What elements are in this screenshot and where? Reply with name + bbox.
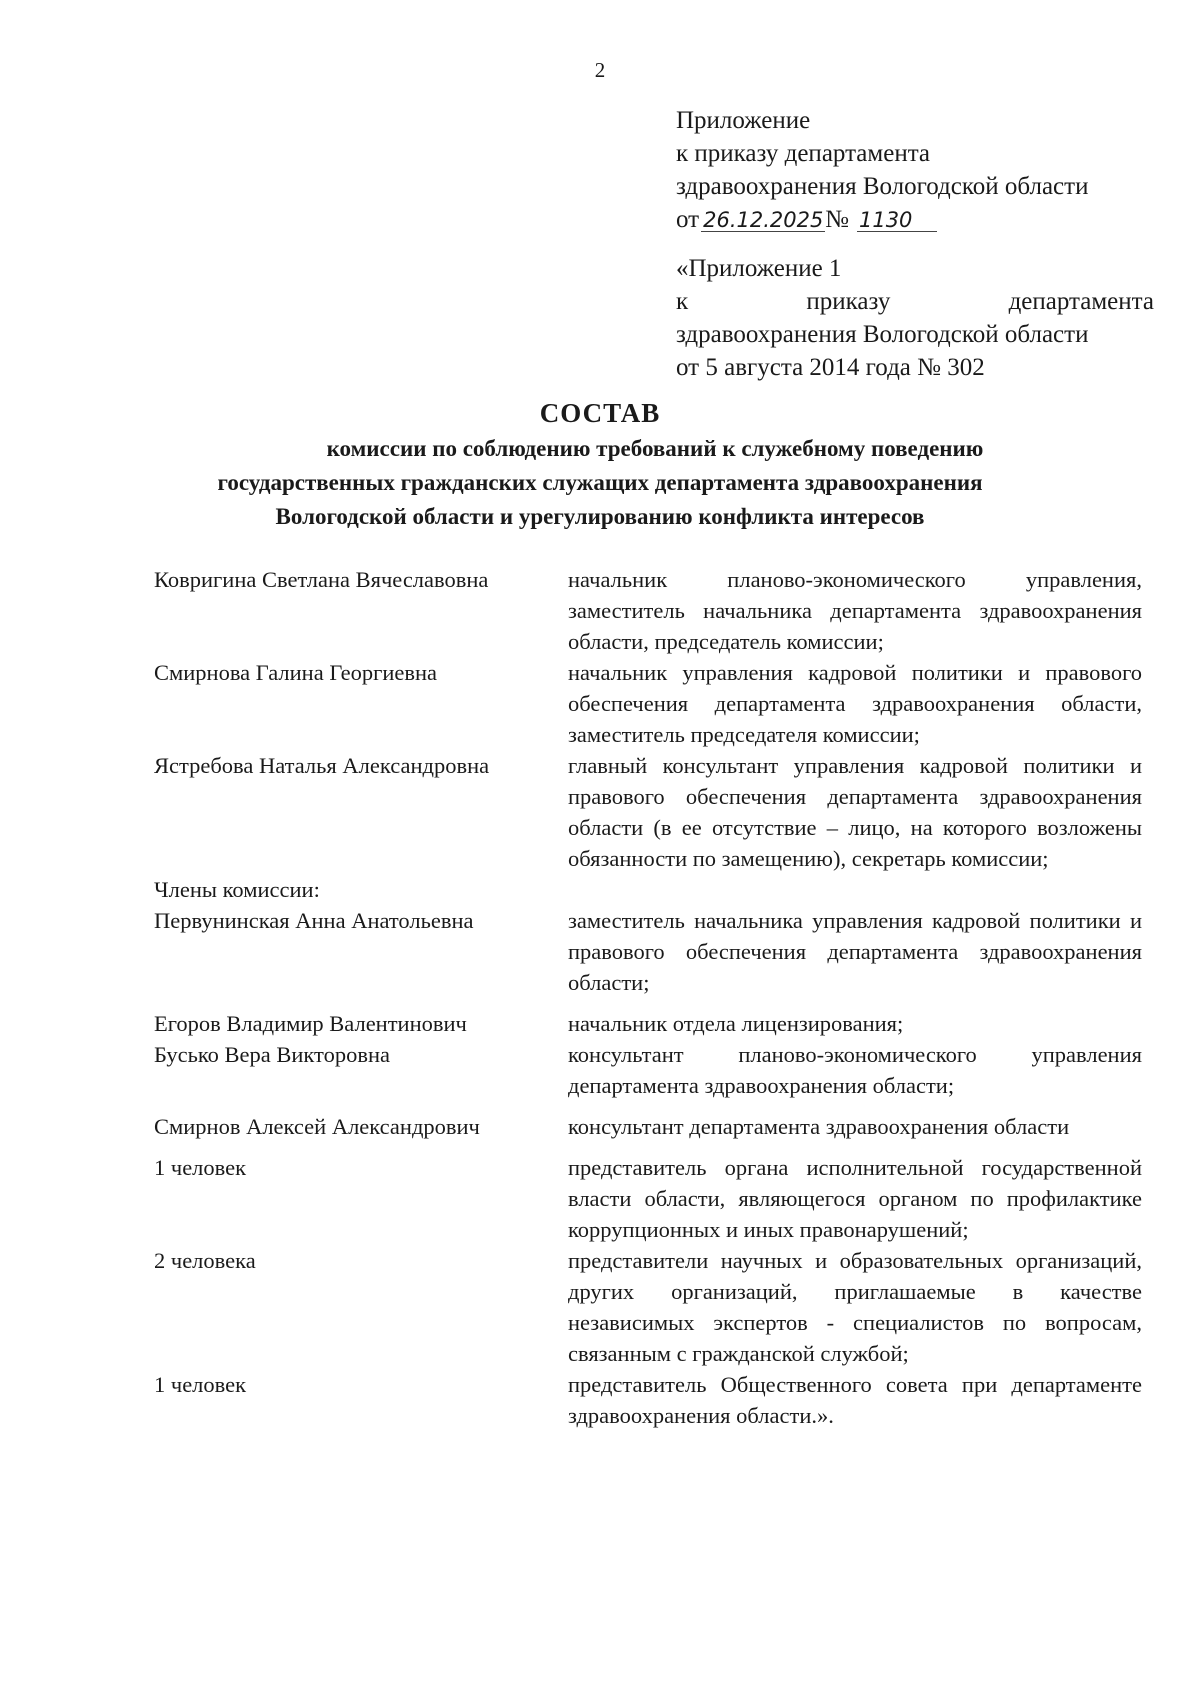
member-name: 1 человек — [154, 1155, 247, 1180]
member-row — [154, 1152, 1154, 1245]
members-label: Члены комиссии: — [154, 877, 320, 902]
prior-appendix-line: от 5 августа 2014 года № 302 — [676, 354, 985, 381]
prior-appendix-line — [676, 285, 1154, 318]
member-name: Бусько Вера Викторовна — [154, 1042, 390, 1067]
member-role: начальник планово-экономического управления, заместитель начальника департамента здравоохранения области, председатель комиссии; — [568, 567, 1142, 654]
member-row — [154, 657, 1154, 750]
appendix-line: к приказу департамента — [676, 140, 931, 167]
word: департамента — [1008, 288, 1154, 315]
member-role: консультант департамента здравоохранения области — [568, 1114, 1070, 1139]
appendix-header — [676, 104, 1154, 236]
member-row — [154, 564, 1154, 657]
commission-list — [154, 564, 1154, 1431]
member-row — [154, 905, 1154, 998]
page-number: 2 — [594, 58, 606, 82]
member-role: начальник управления кадровой политики и правового обеспечения департамента здравоохранения области, заместитель председателя комиссии; — [568, 660, 1142, 747]
member-row — [154, 1039, 1154, 1101]
number-prefix: № — [825, 206, 849, 233]
member-row — [154, 1111, 1154, 1142]
date-prefix: от — [676, 206, 700, 233]
member-role: начальник отдела лицензирования; — [568, 1011, 904, 1036]
word: к — [676, 288, 689, 315]
handwritten-number: 1130 — [857, 209, 937, 232]
member-role: заместитель начальника управления кадровой политики и правового обеспечения департамента здравоохранения области; — [568, 908, 1142, 995]
document-subtitle-line: комиссии по соблюдению требований к служебному поведению — [326, 436, 984, 461]
member-row — [154, 1369, 1154, 1431]
member-role: главный консультант управления кадровой политики и правового обеспечения департамента здравоохранения области (в ее отсутствие – лицо, на которого возложены обязанности по замещению), секретарь комиссии; — [568, 753, 1142, 871]
member-role: представитель органа исполнительной государственной власти области, являющегося органом по профилактике коррупционных и иных правонарушений; — [568, 1155, 1142, 1242]
document-subtitle-line: Вологодской области и урегулированию конфликта интересов — [275, 504, 925, 529]
member-name: Смирнова Галина Георгиевна — [154, 660, 438, 685]
member-name: Первунинская Анна Анатольевна — [154, 908, 474, 933]
appendix-line: Приложение — [676, 107, 811, 134]
prior-appendix-line: здравоохранения Вологодской области — [676, 321, 1089, 348]
member-row — [154, 750, 1154, 874]
appendix-line: здравоохранения Вологодской области — [676, 173, 1089, 200]
member-name: 1 человек — [154, 1372, 247, 1397]
handwritten-date: 26.12.2025 — [703, 208, 824, 232]
member-name: Ястребова Наталья Александровна — [154, 753, 490, 778]
word: приказу — [806, 288, 891, 315]
member-role: консультант планово-экономического управления департамента здравоохранения области; — [568, 1042, 1142, 1098]
document-title: СОСТАВ — [539, 398, 661, 428]
member-row — [154, 1245, 1154, 1369]
member-name: 2 человека — [154, 1248, 256, 1273]
member-row — [154, 1008, 1154, 1039]
member-role: представители научных и образовательных организаций, других организаций, приглашаемые в качестве независимых экспертов - специалистов по вопросам, связанным с гражданской службой; — [568, 1248, 1142, 1366]
document-subtitle-line: государственных гражданских служащих департамента здравоохранения — [217, 470, 983, 495]
member-name: Ковригина Светлана Вячеславовна — [154, 567, 489, 592]
prior-appendix-header — [676, 252, 1154, 384]
member-role: представитель Общественного совета при департаменте здравоохранения области.». — [568, 1372, 1142, 1428]
appendix-date-line — [676, 203, 1154, 236]
member-name: Смирнов Алексей Александрович — [154, 1114, 480, 1139]
prior-appendix-line: «Приложение 1 — [676, 255, 842, 282]
member-name: Егоров Владимир Валентинович — [154, 1011, 467, 1036]
